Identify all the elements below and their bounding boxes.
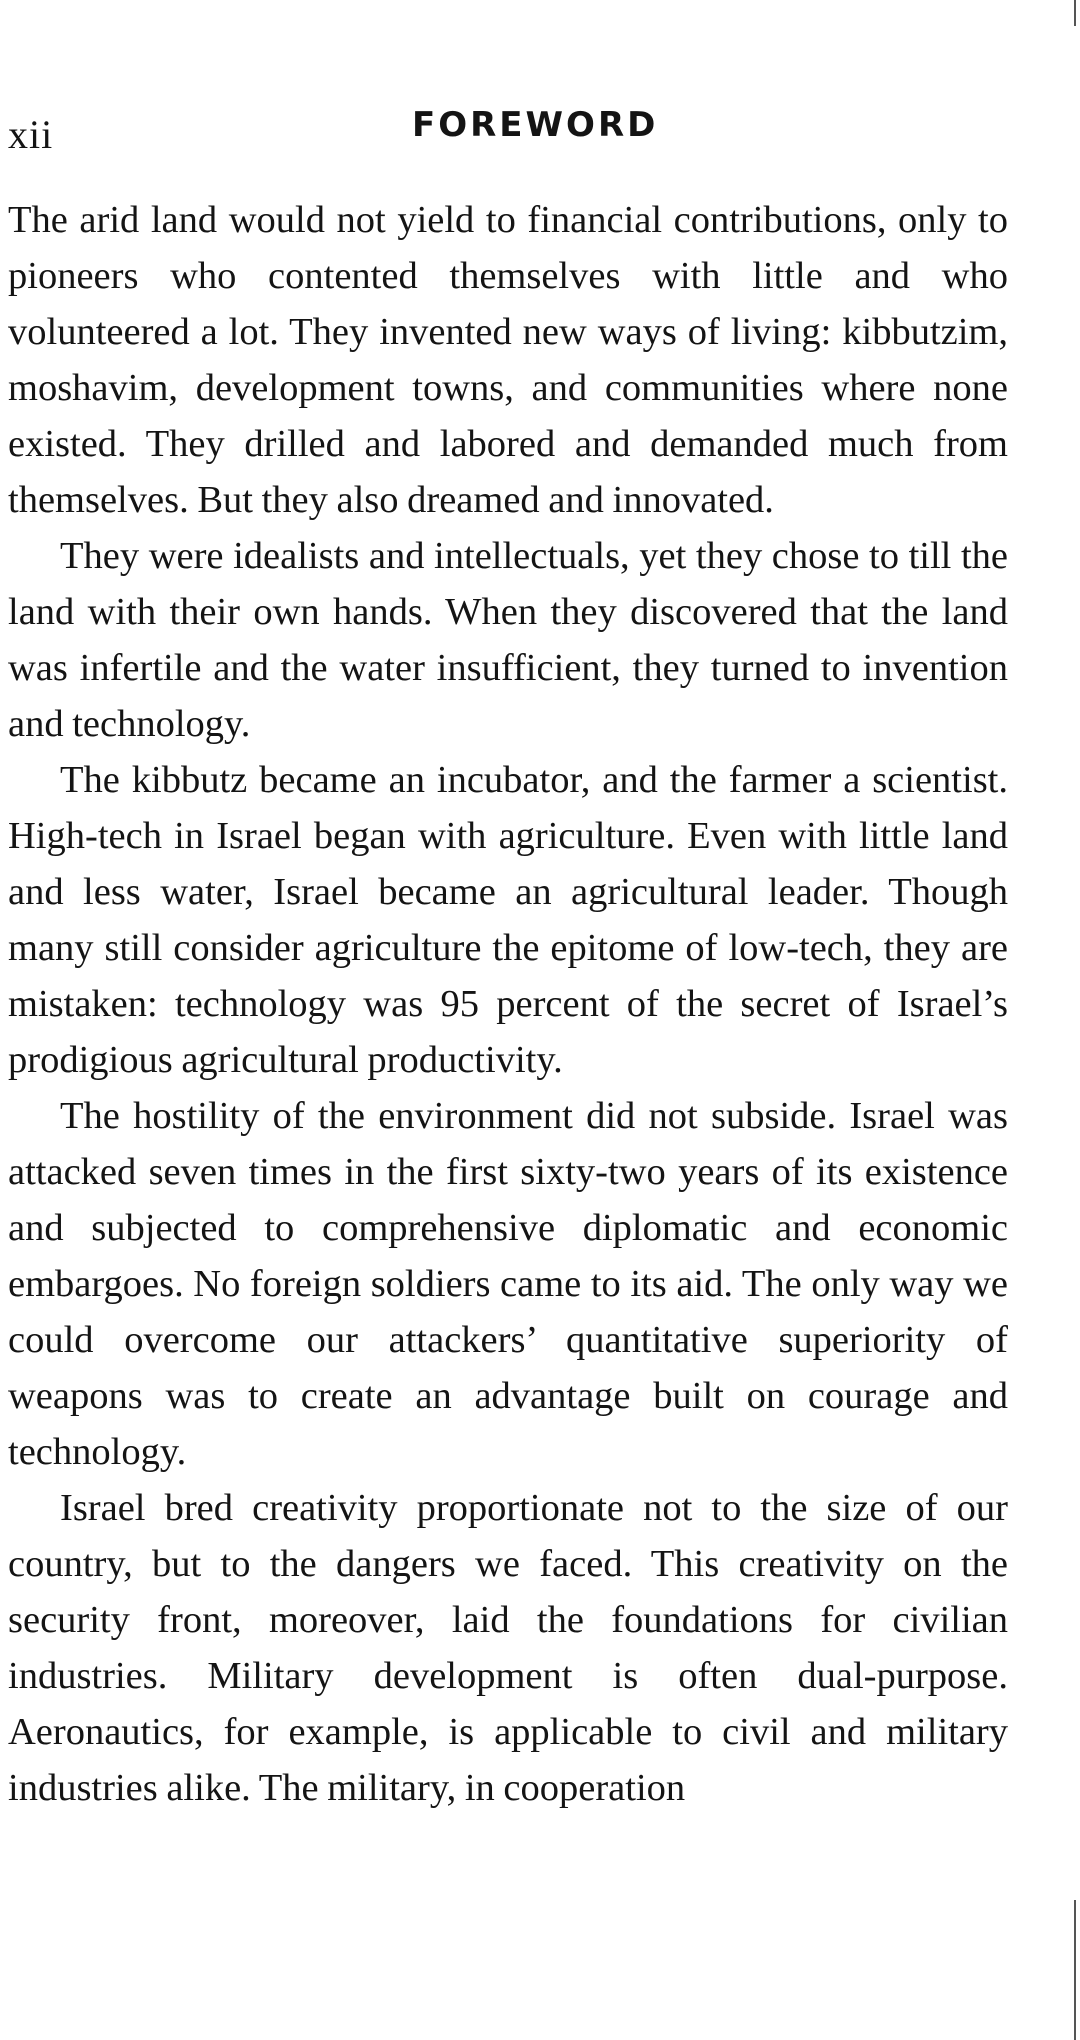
body-text [8, 192, 1008, 1816]
paragraph-2: They were idealists and intellectuals, yet they chose to till the land with their own hands. When they discovered that the land was infertile and the water insufficient, they turned to invention and technology. [8, 535, 1008, 745]
paragraph-5: Israel bred creativity proportionate not to the size of our country, but to the dangers we faced. This creativity on the security front, moreover, laid the foundations for civilian industries. Military development is often dual-purpose. Aeronautics, for example, is applicable to civil and military industries alike. The military, in cooperation [8, 1487, 1008, 1809]
paragraph-1: The arid land would not yield to financial contributions, only to pioneers who contented themselves with little and who volunteered a lot. They invented new ways of living: kibbutzim, moshavim, development towns, and communities where none existed. They drilled and labored and demanded much from themselves. But they also dreamed and innovated. [8, 199, 1008, 521]
paragraph-4: The hostility of the environment did not subside. Israel was attacked seven times in the first sixty-two years of its existence and subjected to comprehensive diplomatic and economic embargoes. No foreign soldiers came to its aid. The only way we could overcome our attackers’ quantitative superiority of weapons was to create an advantage built on courage and technology. [8, 1095, 1008, 1473]
paragraph-3: The kibbutz became an incubator, and the farmer a scientist. High-tech in Israel began with agriculture. Even with little land and less water, Israel became an agricultural leader. Though many still consider agriculture the epitome of low-tech, they are mistaken: technology was 95 percent of the secret of Israel’s prodigious agricultural productivity. [8, 759, 1008, 1081]
page-header [0, 103, 1030, 157]
page-edge-bottom [1074, 1900, 1076, 2040]
page-number: xii [8, 112, 54, 157]
page-edge-top [1074, 0, 1076, 26]
running-head: FOREWORD [412, 105, 659, 145]
